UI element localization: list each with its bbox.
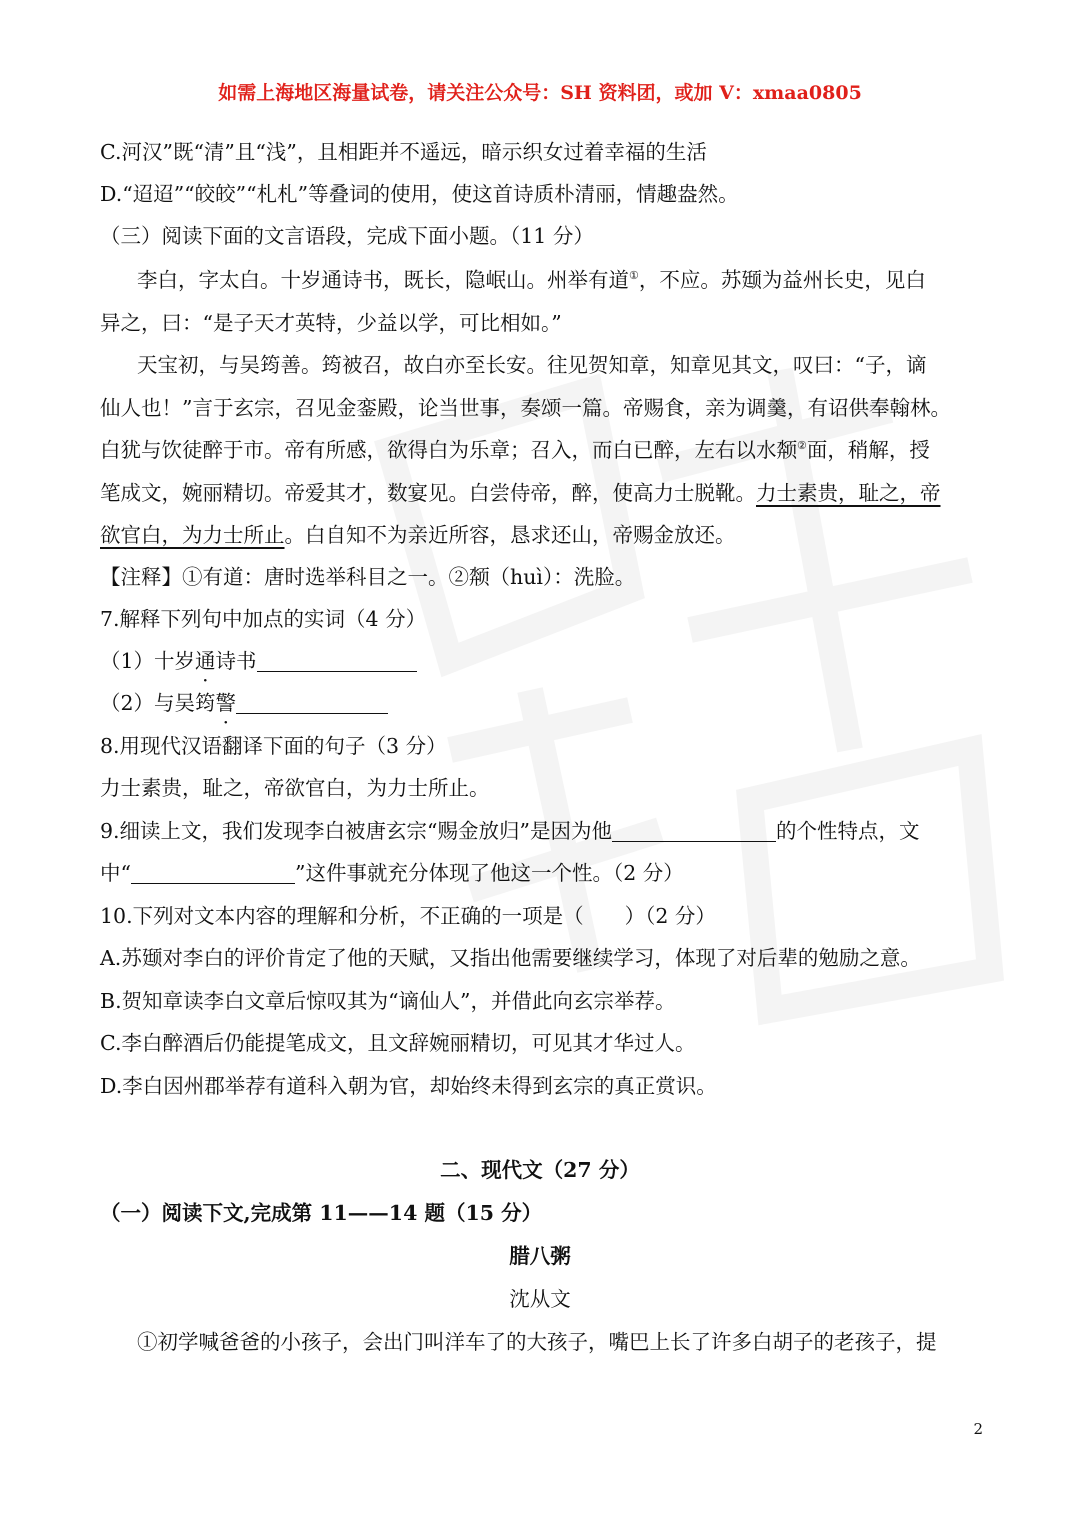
question-10-option-c: C.李白醉酒后仍能提笔成文，且文辞婉丽精切，可见其才华过人。 bbox=[100, 1031, 696, 1055]
question-10-stem: 10.下列对文本内容的理解和分析，不正确的一项是（ ）（2 分） bbox=[100, 904, 716, 928]
question-10-option-b: B.贺知章读李白文章后惊叹其为“谪仙人”，并借此向玄宗举荐。 bbox=[100, 989, 676, 1013]
question-9-line2: 中“ ”这件事就充分体现了他这一个性。（2 分） bbox=[100, 861, 684, 885]
question-10-option-d: D.李白因州郡举荐有道科入朝为官，却始终未得到玄宗的真正赏识。 bbox=[100, 1074, 717, 1098]
passage-p1-line1: 李白，字太白。十岁通诗书，既长，隐岷山。州举有道①，不应。苏颋为益州长史，见白 bbox=[137, 268, 926, 292]
annotation-notes: 【注释】①有道：唐时选举科目之一。②颒（huì）：洗脸。 bbox=[100, 565, 636, 589]
underlined-sentence-part2: 欲官白，为力士所止 bbox=[100, 523, 285, 547]
essay-title: 腊八粥 bbox=[509, 1244, 571, 1268]
essay-paragraph-1: ①初学喊爸爸的小孩子，会出门叫洋车了的大孩子，嘴巴上长了许多白胡子的老孩子，提 bbox=[137, 1330, 937, 1354]
answer-blank[interactable] bbox=[131, 859, 295, 884]
question-10-option-a: A.苏颋对李白的评价肯定了他的天赋，又指出他需要继续学习，体现了对后辈的勉励之意。 bbox=[100, 946, 921, 970]
question-7-item-1: （1）十岁通诗书 bbox=[100, 646, 417, 676]
page-header-ad: 如需上海地区海量试卷，请关注公众号：SH 资料团，或加 V：xmaa0805 bbox=[218, 82, 862, 104]
option-d-prev: D.“迢迢”“皎皎”“札札”等叠词的使用，使这首诗质朴清丽，情趣盎然。 bbox=[100, 182, 739, 206]
question-8-stem: 8.用现代汉语翻译下面的句子（3 分） bbox=[100, 734, 447, 758]
part-2-title: 二、现代文（27 分） bbox=[440, 1158, 640, 1182]
essay-author: 沈从文 bbox=[509, 1287, 571, 1311]
answer-blank[interactable] bbox=[612, 817, 776, 842]
passage-p2-line2: 仙人也！”言于玄宗，召见金銮殿，论当世事，奏颂一篇。帝赐食，亲为调羹，有诏供奉翰林。 bbox=[100, 396, 951, 420]
option-c-prev: C.河汉”既“清”且“浅”，且相距并不遥远，暗示织女过着幸福的生活 bbox=[100, 140, 707, 164]
question-9-line1: 9.细读上文，我们发现李白被唐玄宗“赐金放归”是因为他 的个性特点，文 bbox=[100, 819, 920, 843]
passage-p1-line2: 异之，曰：“是子天才英特，少益以学，可比相如。” bbox=[100, 311, 562, 335]
answer-blank[interactable] bbox=[236, 689, 388, 714]
question-7-item-2: （2）与吴筠警 bbox=[100, 688, 388, 718]
footnote-mark-1: ① bbox=[629, 269, 639, 283]
passage-p2-line4: 笔成文，婉丽精切。帝爱其才，数宴见。白尝侍帝，醉，使高力士脱靴。力士素贵，耻之，帝 bbox=[100, 481, 941, 505]
passage-p2-line5: 欲官白，为力士所止。白自知不为亲近所容，恳求还山，帝赐金放还。 bbox=[100, 523, 736, 547]
page-number: 2 bbox=[973, 1420, 983, 1438]
part-2-subsection-title: （一）阅读下文,完成第 11——14 题（15 分） bbox=[100, 1201, 543, 1225]
section-3-title: （三）阅读下面的文言语段，完成下面小题。（11 分） bbox=[100, 224, 594, 248]
passage-p2-line1: 天宝初，与吴筠善。筠被召，故白亦至长安。往见贺知章，知章见其文，叹曰：“子，谪 bbox=[137, 353, 927, 377]
answer-blank[interactable] bbox=[257, 647, 417, 672]
passage-p2-line3: 白犹与饮徒醉于市。帝有所感，欲得白为乐章；召入，而白已醉，左右以水颒②面，稍解，授 bbox=[100, 438, 930, 462]
underlined-sentence-part1: 力士素贵，耻之，帝 bbox=[756, 481, 941, 505]
footnote-mark-2: ② bbox=[797, 439, 807, 453]
question-7-stem: 7.解释下列句中加点的实词（4 分） bbox=[100, 607, 427, 631]
question-8-sentence: 力士素贵，耻之，帝欲官白，为力士所止。 bbox=[100, 776, 490, 800]
